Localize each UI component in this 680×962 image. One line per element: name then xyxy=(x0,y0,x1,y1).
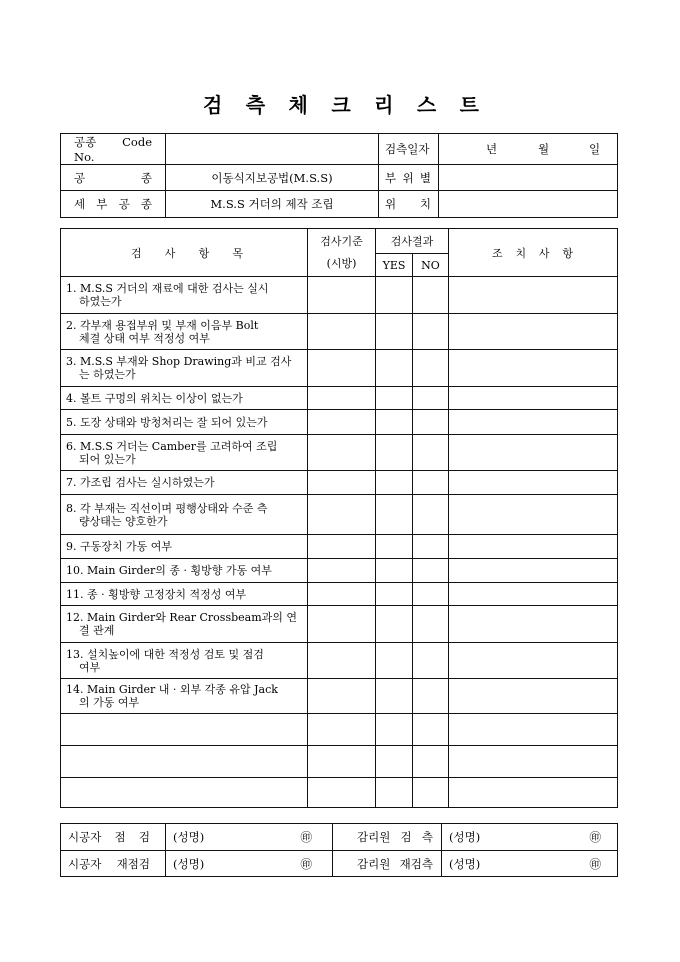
inspection-item xyxy=(61,679,308,714)
action-cell xyxy=(449,714,618,746)
inspection-item xyxy=(61,495,308,535)
seal-icon: ㊞ xyxy=(589,856,601,871)
signature-row xyxy=(61,824,618,851)
criteria-cell xyxy=(308,778,376,808)
work-info-row xyxy=(61,191,618,218)
criteria-cell xyxy=(308,583,376,606)
location-value xyxy=(439,191,618,218)
criteria-cell xyxy=(308,471,376,495)
supervisor-name-label: (성명) xyxy=(449,856,481,871)
seal-icon: ㊞ xyxy=(300,830,312,844)
supervisor-recheck-label: 감리원 재검측 xyxy=(333,851,442,877)
yes-cell xyxy=(376,495,413,535)
inspection-item-text: 량상태는 양호한가 xyxy=(79,514,168,528)
inspection-items xyxy=(61,277,618,808)
inspection-item-text: 는 하였는가 xyxy=(79,368,136,381)
contractor-recheck-signature xyxy=(166,851,333,877)
blank-row xyxy=(61,778,618,808)
yes-cell xyxy=(376,535,413,559)
yes-cell xyxy=(376,583,413,606)
inspection-item xyxy=(61,778,308,808)
seal-icon: ㊞ xyxy=(300,856,312,871)
part-value xyxy=(439,165,618,191)
criteria-cell xyxy=(308,714,376,746)
work-info-row xyxy=(61,134,618,165)
action-cell xyxy=(449,778,618,808)
yes-cell xyxy=(376,410,413,435)
signature-row xyxy=(61,851,618,877)
no-cell xyxy=(413,535,449,559)
inspection-item xyxy=(61,314,308,350)
no-cell xyxy=(413,746,449,778)
part-label: 부 위 별 xyxy=(379,165,439,191)
inspection-item-text: 4. 볼트 구멍의 위치는 이상이 없는가 xyxy=(66,391,243,405)
item-column-header: 검 사 항 목 xyxy=(61,229,308,277)
yes-cell xyxy=(376,387,413,410)
criteria-cell xyxy=(308,495,376,535)
inspection-item xyxy=(61,606,308,643)
inspection-item xyxy=(61,350,308,387)
action-column-header: 조 치 사 항 xyxy=(449,229,618,277)
yes-cell xyxy=(376,314,413,350)
yes-cell xyxy=(376,643,413,679)
no-cell xyxy=(413,435,449,471)
inspection-row xyxy=(61,350,618,387)
inspection-row xyxy=(61,277,618,314)
code-label: 공종 Code No. xyxy=(61,134,166,165)
inspection-item-text: 체결 상태 여부 적정성 여부 xyxy=(79,331,210,345)
action-cell xyxy=(449,746,618,778)
inspection-item-text: 9. 구동장치 가동 여부 xyxy=(66,540,172,553)
inspection-row xyxy=(61,387,618,410)
action-cell xyxy=(449,495,618,535)
action-cell xyxy=(449,277,618,314)
date-day: 일 xyxy=(589,141,601,156)
inspection-item xyxy=(61,435,308,471)
inspection-item-text: 7. 가조립 검사는 실시하였는가 xyxy=(66,476,215,489)
inspection-row xyxy=(61,471,618,495)
inspection-item-text: 14. Main Girder 내 · 외부 각종 유압 Jack xyxy=(66,683,278,696)
inspection-row xyxy=(61,643,618,679)
inspection-row xyxy=(61,410,618,435)
no-cell xyxy=(413,583,449,606)
seal-icon: ㊞ xyxy=(589,830,601,844)
inspection-item-text: 되어 있는가 xyxy=(79,452,136,466)
yes-cell xyxy=(376,277,413,314)
yes-cell xyxy=(376,746,413,778)
supervisor-name-label: (성명) xyxy=(449,830,481,844)
contractor-name-label: (성명) xyxy=(173,830,205,844)
inspection-row xyxy=(61,435,618,471)
detail-label: 세 부 공 종 xyxy=(61,191,166,218)
criteria-column-header xyxy=(308,229,376,277)
blank-row xyxy=(61,746,618,778)
inspection-item-text: 8. 각 부재는 직선이며 평행상태와 수준 측 xyxy=(66,501,268,515)
contractor-check-signature xyxy=(166,824,333,851)
supervisor-check-signature xyxy=(442,824,618,851)
no-cell xyxy=(413,471,449,495)
yes-cell xyxy=(376,471,413,495)
yes-cell xyxy=(376,559,413,583)
action-cell xyxy=(449,679,618,714)
yes-cell xyxy=(376,778,413,808)
inspection-item-text: 1. M.S.S 거더의 재료에 대한 검사는 실시 xyxy=(66,282,269,295)
no-cell xyxy=(413,410,449,435)
inspection-row xyxy=(61,314,618,350)
inspection-item-text: 12. Main Girder와 Rear Crossbeam과의 연 xyxy=(66,611,298,624)
no-cell xyxy=(413,679,449,714)
criteria-cell xyxy=(308,350,376,387)
yes-cell xyxy=(376,679,413,714)
no-cell xyxy=(413,387,449,410)
criteria-cell xyxy=(308,314,376,350)
inspection-row xyxy=(61,679,618,714)
criteria-cell xyxy=(308,410,376,435)
inspection-row xyxy=(61,559,618,583)
inspection-row xyxy=(61,583,618,606)
document-title: 검 측 체 크 리 스 트 xyxy=(203,93,479,117)
yes-cell xyxy=(376,606,413,643)
action-cell xyxy=(449,410,618,435)
inspection-item xyxy=(61,387,308,410)
action-cell xyxy=(449,435,618,471)
action-cell xyxy=(449,606,618,643)
inspection-item-text: 5. 도장 상태와 방청처리는 잘 되어 있는가 xyxy=(66,415,268,429)
no-column-header: NO xyxy=(413,254,449,277)
no-cell xyxy=(413,495,449,535)
inspection-row xyxy=(61,495,618,535)
work-type-value: 이동식지보공법(M.S.S) xyxy=(166,165,379,191)
criteria-sub-label: (시방) xyxy=(326,256,357,270)
no-cell xyxy=(413,778,449,808)
no-cell xyxy=(413,350,449,387)
supervisor-check-label: 감리원 검 측 xyxy=(333,824,442,851)
yes-cell xyxy=(376,714,413,746)
action-cell xyxy=(449,535,618,559)
inspection-header-row xyxy=(61,229,618,254)
inspection-item-text: 2. 각부재 용접부위 및 부재 이음부 Bolt xyxy=(66,318,259,332)
action-cell xyxy=(449,387,618,410)
criteria-cell xyxy=(308,277,376,314)
detail-value: M.S.S 거더의 제작 조립 xyxy=(166,191,379,218)
work-info-row xyxy=(61,165,618,191)
no-cell xyxy=(413,314,449,350)
yes-column-header: YES xyxy=(376,254,413,277)
criteria-cell xyxy=(308,559,376,583)
no-cell xyxy=(413,559,449,583)
signature-table xyxy=(60,823,618,877)
no-cell xyxy=(413,643,449,679)
action-cell xyxy=(449,350,618,387)
work-info-table xyxy=(60,133,618,218)
blank-row xyxy=(61,714,618,746)
date-value xyxy=(439,134,618,165)
action-cell xyxy=(449,559,618,583)
inspection-item-text: 의 가동 여부 xyxy=(79,696,140,709)
date-month: 월 xyxy=(538,141,550,156)
inspection-item xyxy=(61,714,308,746)
no-cell xyxy=(413,277,449,314)
inspection-item-text: 10. Main Girder의 종 · 횡방향 가동 여부 xyxy=(66,564,272,577)
criteria-cell xyxy=(308,535,376,559)
inspection-item xyxy=(61,277,308,314)
inspection-item-text: 13. 설치높이에 대한 적정성 검토 및 점검 xyxy=(66,647,264,661)
inspection-item xyxy=(61,583,308,606)
criteria-cell xyxy=(308,746,376,778)
action-cell xyxy=(449,643,618,679)
supervisor-recheck-signature xyxy=(442,851,618,877)
date-label: 검측일자 xyxy=(379,134,439,165)
inspection-table xyxy=(60,228,618,808)
result-column-header: 검사결과 xyxy=(376,229,449,254)
contractor-check-label: 시공자 점 검 xyxy=(61,824,166,851)
criteria-cell xyxy=(308,643,376,679)
inspection-item-text: 결 관계 xyxy=(79,624,115,637)
inspection-item-text: 하였는가 xyxy=(79,295,122,308)
yes-cell xyxy=(376,350,413,387)
code-value xyxy=(166,134,379,165)
action-cell xyxy=(449,583,618,606)
contractor-name-label: (성명) xyxy=(173,856,205,871)
inspection-item xyxy=(61,746,308,778)
inspection-item xyxy=(61,559,308,583)
inspection-item xyxy=(61,535,308,559)
inspection-row xyxy=(61,606,618,643)
criteria-cell xyxy=(308,435,376,471)
criteria-cell xyxy=(308,679,376,714)
location-label: 위 치 xyxy=(379,191,439,218)
inspection-item-text: 6. M.S.S 거더는 Camber를 고려하여 조립 xyxy=(66,439,278,453)
inspection-item xyxy=(61,410,308,435)
yes-cell xyxy=(376,435,413,471)
inspection-item-text: 3. M.S.S 부재와 Shop Drawing과 비교 검사 xyxy=(66,355,292,368)
criteria-label: 검사기준 xyxy=(320,234,363,248)
inspection-item xyxy=(61,471,308,495)
no-cell xyxy=(413,714,449,746)
action-cell xyxy=(449,314,618,350)
inspection-row xyxy=(61,535,618,559)
inspection-item-text: 11. 종 · 횡방향 고정장치 적정성 여부 xyxy=(66,587,247,601)
inspection-item xyxy=(61,643,308,679)
criteria-cell xyxy=(308,606,376,643)
criteria-cell xyxy=(308,387,376,410)
work-type-label: 공 종 xyxy=(61,165,166,191)
contractor-recheck-label: 시공자 재점검 xyxy=(61,851,166,877)
no-cell xyxy=(413,606,449,643)
date-year: 년 xyxy=(486,141,498,156)
action-cell xyxy=(449,471,618,495)
inspection-item-text: 여부 xyxy=(79,660,101,674)
